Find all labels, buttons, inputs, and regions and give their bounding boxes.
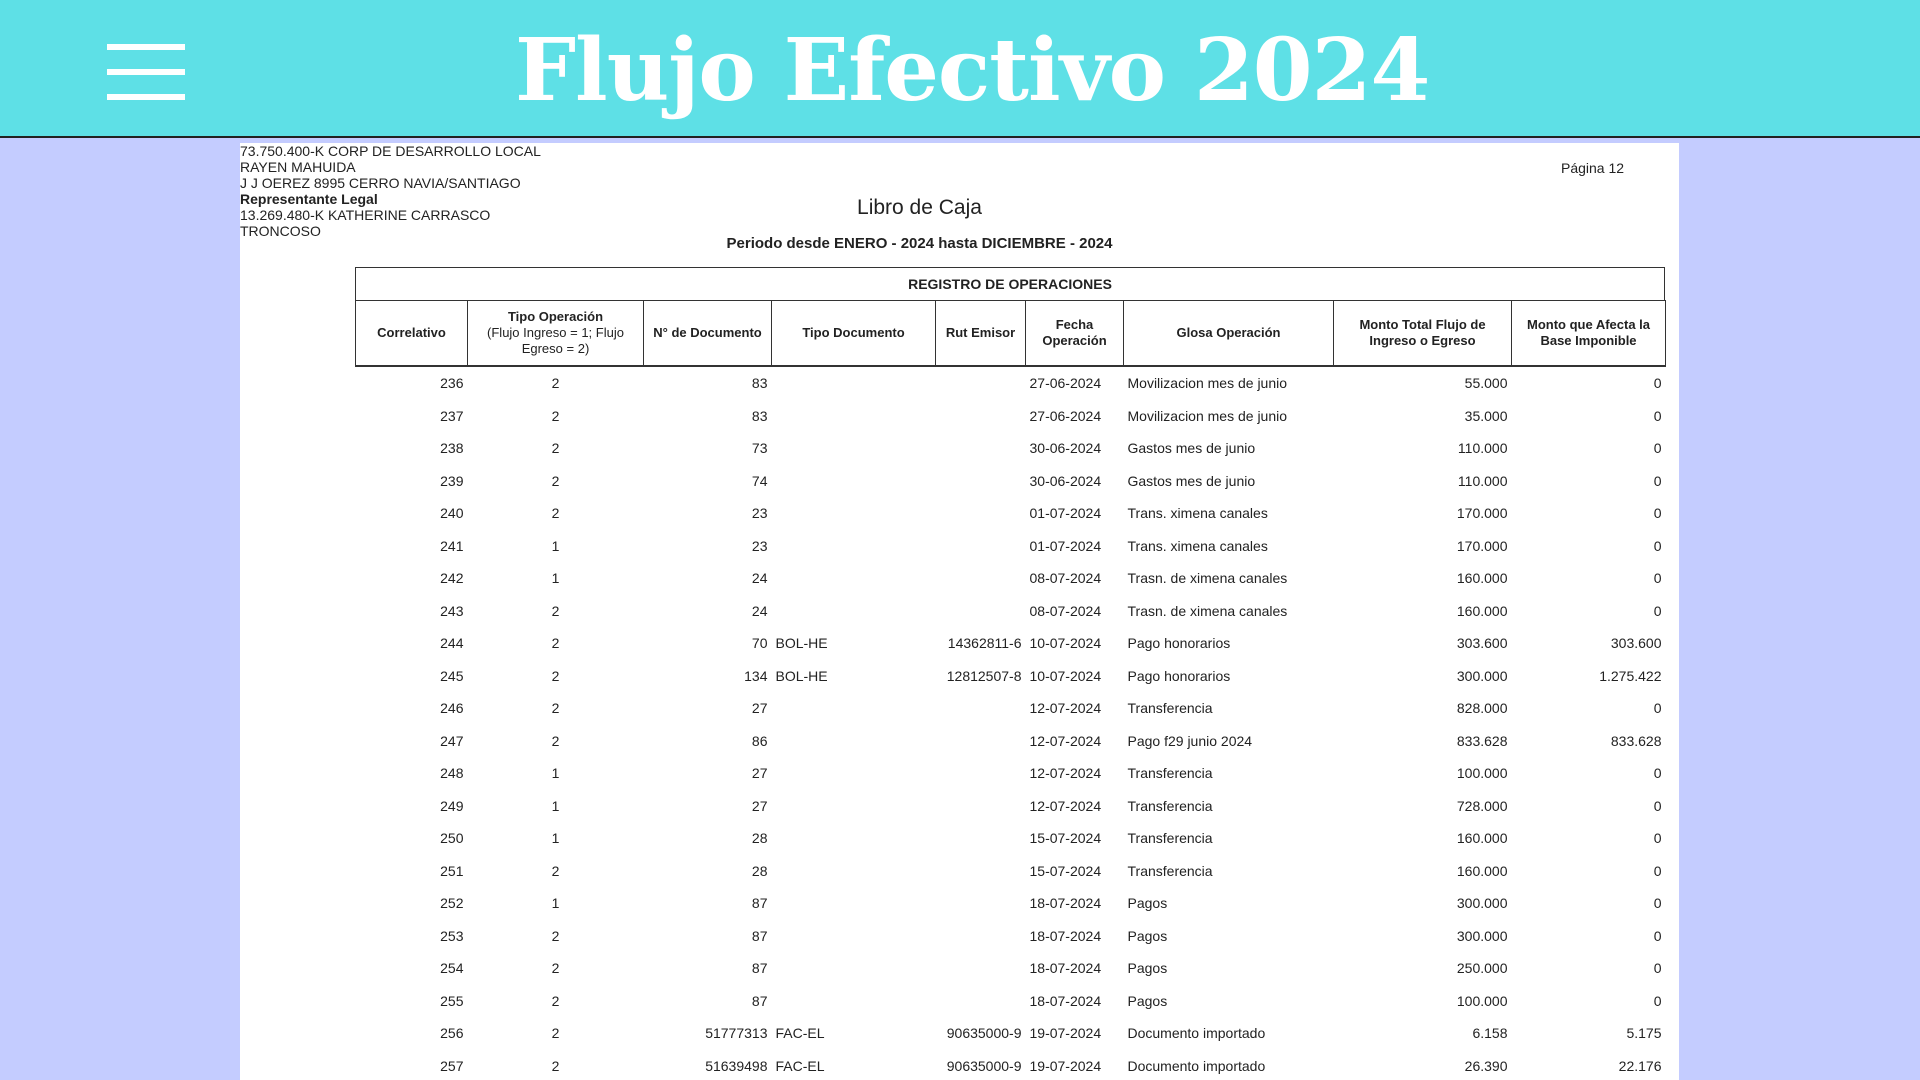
cell-correlativo: 236 xyxy=(440,375,464,392)
cell-monto-total: 55.000 xyxy=(1464,375,1508,392)
cell-monto-total: 35.000 xyxy=(1464,407,1508,424)
col-glosa-operacion: Glosa Operación xyxy=(1124,301,1334,367)
cell-monto-total: 828.000 xyxy=(1456,700,1508,717)
company-line: 13.269.480-K KATHERINE CARRASCO xyxy=(240,207,491,223)
cell-correlativo: 241 xyxy=(440,537,464,554)
cell-rut-emisor: 14362811-6 xyxy=(947,635,1022,652)
menu-line xyxy=(107,44,185,50)
period-subtitle: Periodo desde ENERO - 2024 hasta DICIEMBRE - 2024 xyxy=(726,235,1113,252)
cell-tipo-operacion: 2 xyxy=(551,602,560,619)
cell-monto-total: 300.000 xyxy=(1456,927,1508,944)
cell-glosa-operacion: Trasn. de ximena canales xyxy=(1127,570,1288,587)
cell-tipo-documento: BOL-HE xyxy=(775,667,828,684)
cell-n-documento: 74 xyxy=(751,472,768,489)
cell-monto-total: 250.000 xyxy=(1456,960,1508,977)
cell-rut-emisor xyxy=(936,366,1026,400)
col-rut-emisor: Rut Emisor xyxy=(936,301,1026,367)
table-row xyxy=(356,1050,1666,1080)
cell-correlativo: 247 xyxy=(440,732,464,749)
cell-n-documento: 87 xyxy=(751,895,768,912)
cell-tipo-operacion: 2 xyxy=(551,472,560,489)
cell-tipo-operacion: 2 xyxy=(551,960,560,977)
col-correlativo: Correlativo xyxy=(356,301,468,367)
cell-fecha-operacion: 30-06-2024 xyxy=(1029,440,1102,457)
cell-monto-total: 100.000 xyxy=(1456,765,1508,782)
cell-n-documento: 23 xyxy=(751,505,768,522)
cell-monto-base: 0 xyxy=(1653,830,1662,847)
cell-monto-total: 833.628 xyxy=(1456,732,1508,749)
cell-monto-base: 0 xyxy=(1653,992,1662,1009)
cell-n-documento: 23 xyxy=(751,537,768,554)
company-line: J J OEREZ 8995 CERRO NAVIA/SANTIAGO xyxy=(240,175,521,191)
cell-fecha-operacion: 12-07-2024 xyxy=(1029,732,1102,749)
cell-tipo-operacion: 2 xyxy=(551,635,560,652)
table-row xyxy=(356,595,1666,628)
table-row xyxy=(356,692,1666,725)
cell-monto-base: 0 xyxy=(1653,570,1662,587)
table-row xyxy=(356,497,1666,530)
cell-glosa-operacion: Movilizacion mes de junio xyxy=(1127,407,1288,424)
hamburger-menu-icon[interactable] xyxy=(107,44,185,100)
cell-monto-total: 160.000 xyxy=(1456,570,1508,587)
cell-tipo-documento xyxy=(772,432,936,465)
cell-glosa-operacion: Pago f29 junio 2024 xyxy=(1127,732,1253,749)
cell-monto-total: 300.000 xyxy=(1456,895,1508,912)
cell-rut-emisor: 12812507-8 xyxy=(946,667,1022,684)
menu-line xyxy=(107,94,185,100)
cell-correlativo: 248 xyxy=(440,765,464,782)
cell-n-documento: 27 xyxy=(751,700,768,717)
cell-tipo-documento xyxy=(772,757,936,790)
cell-monto-total: 6.158 xyxy=(1472,1025,1508,1042)
cell-monto-total: 160.000 xyxy=(1456,602,1508,619)
document-title: Libro de Caja xyxy=(857,196,982,219)
table-row xyxy=(356,465,1666,498)
cell-rut-emisor xyxy=(936,595,1026,628)
cell-fecha-operacion: 18-07-2024 xyxy=(1029,992,1102,1009)
cell-fecha-operacion: 08-07-2024 xyxy=(1029,602,1102,619)
cell-monto-total: 160.000 xyxy=(1456,830,1508,847)
cell-correlativo: 255 xyxy=(440,992,464,1009)
cell-tipo-operacion: 2 xyxy=(551,732,560,749)
table-row xyxy=(356,400,1666,433)
cell-glosa-operacion: Trasn. de ximena canales xyxy=(1127,602,1288,619)
cell-monto-base: 1.275.422 xyxy=(1599,667,1662,684)
table-row xyxy=(356,855,1666,888)
cell-n-documento: 87 xyxy=(751,927,768,944)
cell-tipo-documento xyxy=(772,366,936,400)
cell-tipo-operacion: 2 xyxy=(551,992,560,1009)
cell-monto-total: 170.000 xyxy=(1456,505,1508,522)
cell-fecha-operacion: 27-06-2024 xyxy=(1029,375,1102,392)
cell-tipo-documento: FAC-EL xyxy=(775,1057,825,1074)
cell-fecha-operacion: 15-07-2024 xyxy=(1029,862,1102,879)
cell-monto-base: 0 xyxy=(1653,505,1662,522)
cell-tipo-documento xyxy=(772,725,936,758)
cell-glosa-operacion: Transferencia xyxy=(1127,797,1213,814)
cell-tipo-operacion: 1 xyxy=(551,537,560,554)
col-monto-total: Monto Total Flujo de Ingreso o Egreso xyxy=(1334,301,1512,367)
table-row xyxy=(356,790,1666,823)
page-number: Página 12 xyxy=(1561,160,1625,176)
cell-monto-base: 22.176 xyxy=(1618,1057,1662,1074)
cell-fecha-operacion: 01-07-2024 xyxy=(1029,505,1102,522)
cell-correlativo: 249 xyxy=(440,797,464,814)
cell-fecha-operacion: 19-07-2024 xyxy=(1029,1057,1102,1074)
document-page xyxy=(240,143,1679,1080)
cell-n-documento: 51639498 xyxy=(705,1057,768,1074)
cell-tipo-operacion: 1 xyxy=(551,797,560,814)
cell-rut-emisor xyxy=(936,692,1026,725)
company-line: RAYEN MAHUIDA xyxy=(240,159,356,175)
cell-rut-emisor xyxy=(936,855,1026,888)
cell-rut-emisor xyxy=(936,985,1026,1018)
table-row xyxy=(356,757,1666,790)
cell-correlativo: 239 xyxy=(440,472,464,489)
cell-correlativo: 250 xyxy=(440,830,464,847)
cell-correlativo: 257 xyxy=(440,1057,464,1074)
cell-correlativo: 256 xyxy=(440,1025,464,1042)
table-row xyxy=(356,822,1666,855)
cell-fecha-operacion: 12-07-2024 xyxy=(1029,765,1102,782)
cell-correlativo: 244 xyxy=(440,635,464,652)
cell-tipo-documento xyxy=(772,497,936,530)
cell-tipo-operacion: 2 xyxy=(551,407,560,424)
cell-monto-total: 303.600 xyxy=(1456,635,1508,652)
cell-monto-base: 0 xyxy=(1653,765,1662,782)
cell-glosa-operacion: Pagos xyxy=(1127,960,1168,977)
table-row xyxy=(356,887,1666,920)
cell-monto-base: 0 xyxy=(1653,602,1662,619)
cell-correlativo: 245 xyxy=(440,667,464,684)
cell-monto-total: 110.000 xyxy=(1457,472,1508,489)
cell-rut-emisor xyxy=(936,497,1026,530)
top-bar xyxy=(0,0,1920,138)
cell-glosa-operacion: Gastos mes de junio xyxy=(1127,472,1256,489)
cell-glosa-operacion: Documento importado xyxy=(1127,1057,1266,1074)
cell-tipo-documento xyxy=(772,855,936,888)
cell-fecha-operacion: 12-07-2024 xyxy=(1029,797,1102,814)
cell-fecha-operacion: 08-07-2024 xyxy=(1029,570,1102,587)
cell-rut-emisor: 90635000-9 xyxy=(946,1057,1022,1074)
cell-tipo-documento xyxy=(772,562,936,595)
register-title: REGISTRO DE OPERACIONES xyxy=(355,267,1665,300)
cell-tipo-documento xyxy=(772,400,936,433)
cell-monto-base: 0 xyxy=(1653,700,1662,717)
cell-monto-base: 0 xyxy=(1653,862,1662,879)
cell-glosa-operacion: Gastos mes de junio xyxy=(1127,440,1256,457)
cell-monto-base: 5.175 xyxy=(1626,1025,1662,1042)
cell-tipo-operacion: 2 xyxy=(551,1025,560,1042)
cell-monto-base: 833.628 xyxy=(1610,732,1662,749)
cell-fecha-operacion: 18-07-2024 xyxy=(1029,895,1102,912)
cell-glosa-operacion: Transferencia xyxy=(1127,830,1213,847)
table-row xyxy=(356,530,1666,563)
cell-rut-emisor: 90635000-9 xyxy=(946,1025,1022,1042)
cell-glosa-operacion: Trans. ximena canales xyxy=(1127,537,1268,554)
cell-fecha-operacion: 10-07-2024 xyxy=(1029,635,1102,652)
cell-fecha-operacion: 19-07-2024 xyxy=(1029,1025,1102,1042)
cell-tipo-documento: FAC-EL xyxy=(775,1025,825,1042)
table-row xyxy=(356,920,1666,953)
cell-tipo-operacion: 1 xyxy=(551,895,560,912)
cell-rut-emisor xyxy=(936,790,1026,823)
company-line: 73.750.400-K CORP DE DESARROLLO LOCAL xyxy=(240,143,541,159)
cell-tipo-operacion: 2 xyxy=(551,700,560,717)
cell-monto-base: 0 xyxy=(1653,440,1662,457)
cell-tipo-documento xyxy=(772,530,936,563)
cell-tipo-documento xyxy=(772,692,936,725)
cell-glosa-operacion: Transferencia xyxy=(1127,700,1213,717)
cell-rut-emisor xyxy=(936,920,1026,953)
cell-correlativo: 240 xyxy=(440,505,464,522)
table-row xyxy=(356,985,1666,1018)
company-line: TRONCOSO xyxy=(240,223,321,239)
cell-fecha-operacion: 15-07-2024 xyxy=(1029,830,1102,847)
cell-tipo-operacion: 1 xyxy=(551,570,560,587)
cell-glosa-operacion: Pagos xyxy=(1127,895,1168,912)
cell-glosa-operacion: Transferencia xyxy=(1127,765,1213,782)
cell-rut-emisor xyxy=(936,432,1026,465)
col-tipo-operacion-note: (Flujo Ingreso = 1; Flujo Egreso = 2) xyxy=(487,325,624,356)
cell-monto-total: 728.000 xyxy=(1456,797,1508,814)
cell-n-documento: 87 xyxy=(751,992,768,1009)
col-monto-base: Monto que Afecta la Base Imponible xyxy=(1512,301,1666,367)
cell-n-documento: 28 xyxy=(751,830,768,847)
cell-tipo-operacion: 2 xyxy=(551,1057,560,1074)
cell-rut-emisor xyxy=(936,725,1026,758)
cell-tipo-documento xyxy=(772,952,936,985)
cell-glosa-operacion: Movilizacion mes de junio xyxy=(1127,375,1288,392)
cell-n-documento: 73 xyxy=(751,440,768,457)
col-fecha-operacion: Fecha Operación xyxy=(1026,301,1124,367)
cell-tipo-operacion: 1 xyxy=(551,830,560,847)
cell-glosa-operacion: Pago honorarios xyxy=(1127,635,1231,652)
cell-fecha-operacion: 01-07-2024 xyxy=(1029,537,1102,554)
cell-monto-base: 0 xyxy=(1653,960,1662,977)
table-row xyxy=(356,627,1666,660)
page-title: Flujo Efectivo 2024 xyxy=(515,20,1430,121)
cell-tipo-documento xyxy=(772,887,936,920)
cell-n-documento: 27 xyxy=(751,797,768,814)
cell-correlativo: 238 xyxy=(440,440,464,457)
cell-monto-total: 26.390 xyxy=(1464,1057,1508,1074)
operations-table xyxy=(355,300,1666,1080)
cell-rut-emisor xyxy=(936,465,1026,498)
cell-correlativo: 254 xyxy=(440,960,464,977)
cell-rut-emisor xyxy=(936,887,1026,920)
cell-fecha-operacion: 18-07-2024 xyxy=(1029,927,1102,944)
cell-fecha-operacion: 27-06-2024 xyxy=(1029,407,1102,424)
cell-monto-base: 0 xyxy=(1653,472,1662,489)
cell-n-documento: 83 xyxy=(751,407,768,424)
col-n-documento: N° de Documento xyxy=(644,301,772,367)
table-row xyxy=(356,432,1666,465)
col-tipo-documento: Tipo Documento xyxy=(772,301,936,367)
cell-glosa-operacion: Documento importado xyxy=(1127,1025,1266,1042)
cell-n-documento: 134 xyxy=(744,667,768,684)
cell-fecha-operacion: 10-07-2024 xyxy=(1029,667,1102,684)
table-row xyxy=(356,366,1666,400)
cell-rut-emisor xyxy=(936,822,1026,855)
cell-monto-total: 300.000 xyxy=(1456,667,1508,684)
cell-monto-base: 0 xyxy=(1653,895,1662,912)
cell-monto-total: 100.000 xyxy=(1456,992,1508,1009)
cell-correlativo: 242 xyxy=(440,570,464,587)
cell-rut-emisor xyxy=(936,757,1026,790)
cell-rut-emisor xyxy=(936,562,1026,595)
cell-glosa-operacion: Transferencia xyxy=(1127,862,1213,879)
cell-fecha-operacion: 30-06-2024 xyxy=(1029,472,1102,489)
table-row xyxy=(356,660,1666,693)
cell-fecha-operacion: 18-07-2024 xyxy=(1029,960,1102,977)
cell-n-documento: 27 xyxy=(751,765,768,782)
cell-n-documento: 24 xyxy=(751,602,768,619)
company-info xyxy=(240,143,541,239)
table-row xyxy=(356,952,1666,985)
cell-tipo-documento xyxy=(772,920,936,953)
cell-tipo-documento xyxy=(772,790,936,823)
cell-n-documento: 51777313 xyxy=(705,1025,768,1042)
cell-correlativo: 252 xyxy=(440,895,464,912)
cell-tipo-documento xyxy=(772,595,936,628)
cell-tipo-documento: BOL-HE xyxy=(775,635,828,652)
cell-correlativo: 253 xyxy=(440,927,464,944)
cell-n-documento: 87 xyxy=(751,960,768,977)
table-row xyxy=(356,562,1666,595)
cell-monto-total: 170.000 xyxy=(1456,537,1508,554)
cell-fecha-operacion: 12-07-2024 xyxy=(1029,700,1102,717)
cell-n-documento: 24 xyxy=(751,570,768,587)
cell-rut-emisor xyxy=(936,530,1026,563)
cell-monto-total: 160.000 xyxy=(1456,862,1508,879)
cell-tipo-operacion: 2 xyxy=(551,505,560,522)
cell-tipo-documento xyxy=(772,822,936,855)
cell-n-documento: 28 xyxy=(751,862,768,879)
col-tipo-operacion-title: Tipo Operación xyxy=(507,309,604,324)
cell-glosa-operacion: Trans. ximena canales xyxy=(1127,505,1268,522)
cell-correlativo: 237 xyxy=(440,407,464,424)
cell-tipo-documento xyxy=(772,985,936,1018)
cell-monto-base: 0 xyxy=(1653,797,1662,814)
cell-tipo-operacion: 2 xyxy=(551,862,560,879)
cell-glosa-operacion: Pagos xyxy=(1127,992,1168,1009)
cell-monto-base: 303.600 xyxy=(1610,635,1662,652)
cell-correlativo: 243 xyxy=(440,602,464,619)
cell-tipo-operacion: 2 xyxy=(551,375,560,392)
table-row xyxy=(356,1017,1666,1050)
cell-glosa-operacion: Pagos xyxy=(1127,927,1168,944)
cell-tipo-operacion: 1 xyxy=(551,765,560,782)
table-row xyxy=(356,725,1666,758)
cell-monto-base: 0 xyxy=(1653,537,1662,554)
cell-tipo-operacion: 2 xyxy=(551,667,560,684)
cell-correlativo: 251 xyxy=(440,862,464,879)
cell-monto-base: 0 xyxy=(1653,375,1662,392)
cell-n-documento: 70 xyxy=(751,635,768,652)
cell-monto-base: 0 xyxy=(1653,407,1662,424)
cell-rut-emisor xyxy=(936,400,1026,433)
menu-line xyxy=(107,69,185,75)
cell-tipo-documento xyxy=(772,465,936,498)
col-tipo-operacion xyxy=(468,301,644,367)
cell-glosa-operacion: Pago honorarios xyxy=(1127,667,1231,684)
cell-rut-emisor xyxy=(936,952,1026,985)
cell-monto-base: 0 xyxy=(1653,927,1662,944)
legal-rep-label: Representante Legal xyxy=(240,191,378,207)
cell-monto-total: 110.000 xyxy=(1457,440,1508,457)
operations-register xyxy=(355,267,1665,1080)
cell-n-documento: 83 xyxy=(751,375,768,392)
cell-tipo-operacion: 2 xyxy=(551,440,560,457)
cell-tipo-operacion: 2 xyxy=(551,927,560,944)
cell-n-documento: 86 xyxy=(751,732,768,749)
cell-correlativo: 246 xyxy=(440,700,464,717)
